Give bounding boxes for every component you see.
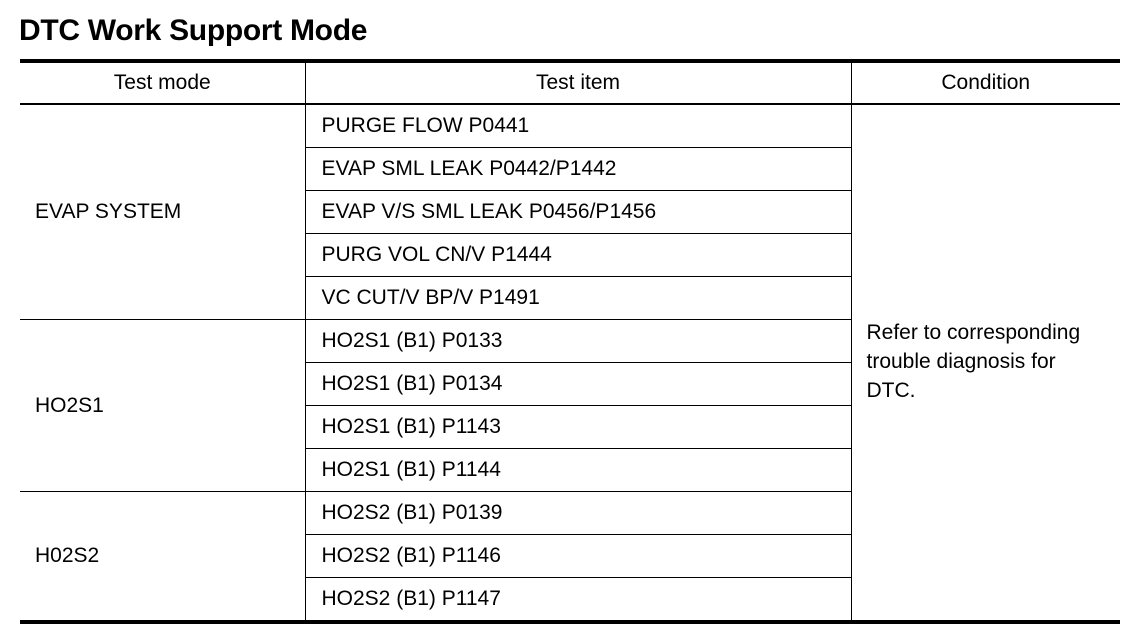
test-item-cell: EVAP SML LEAK P0442/P1442 [305, 148, 851, 191]
header-test-mode: Test mode [20, 61, 305, 104]
dtc-work-support-table [20, 59, 1120, 624]
test-item-cell: EVAP V/S SML LEAK P0456/P1456 [305, 191, 851, 234]
test-item-cell: HO2S1 (B1) P1143 [305, 406, 851, 449]
test-mode-cell: H02S2 [20, 492, 305, 623]
test-item-cell: HO2S2 (B1) P0139 [305, 492, 851, 535]
test-item-cell: HO2S1 (B1) P1144 [305, 449, 851, 492]
test-item-cell: PURG VOL CN/V P1444 [305, 234, 851, 277]
page-title: DTC Work Support Mode [19, 14, 368, 47]
test-item-cell: HO2S1 (B1) P0134 [305, 363, 851, 406]
test-mode-cell: HO2S1 [20, 320, 305, 492]
table-row [20, 104, 1120, 148]
test-item-cell: PURGE FLOW P0441 [305, 104, 851, 148]
test-item-cell: HO2S1 (B1) P0133 [305, 320, 851, 363]
header-condition: Condition [851, 61, 1120, 104]
table-header-row [20, 61, 1120, 104]
test-item-cell: VC CUT/V BP/V P1491 [305, 277, 851, 320]
header-test-item: Test item [305, 61, 851, 104]
test-item-cell: HO2S2 (B1) P1146 [305, 535, 851, 578]
test-item-cell: HO2S2 (B1) P1147 [321, 587, 501, 610]
condition-cell: Refer to corresponding trouble diagnosis for DTC. [851, 104, 1120, 622]
test-mode-cell: EVAP SYSTEM [20, 104, 305, 320]
